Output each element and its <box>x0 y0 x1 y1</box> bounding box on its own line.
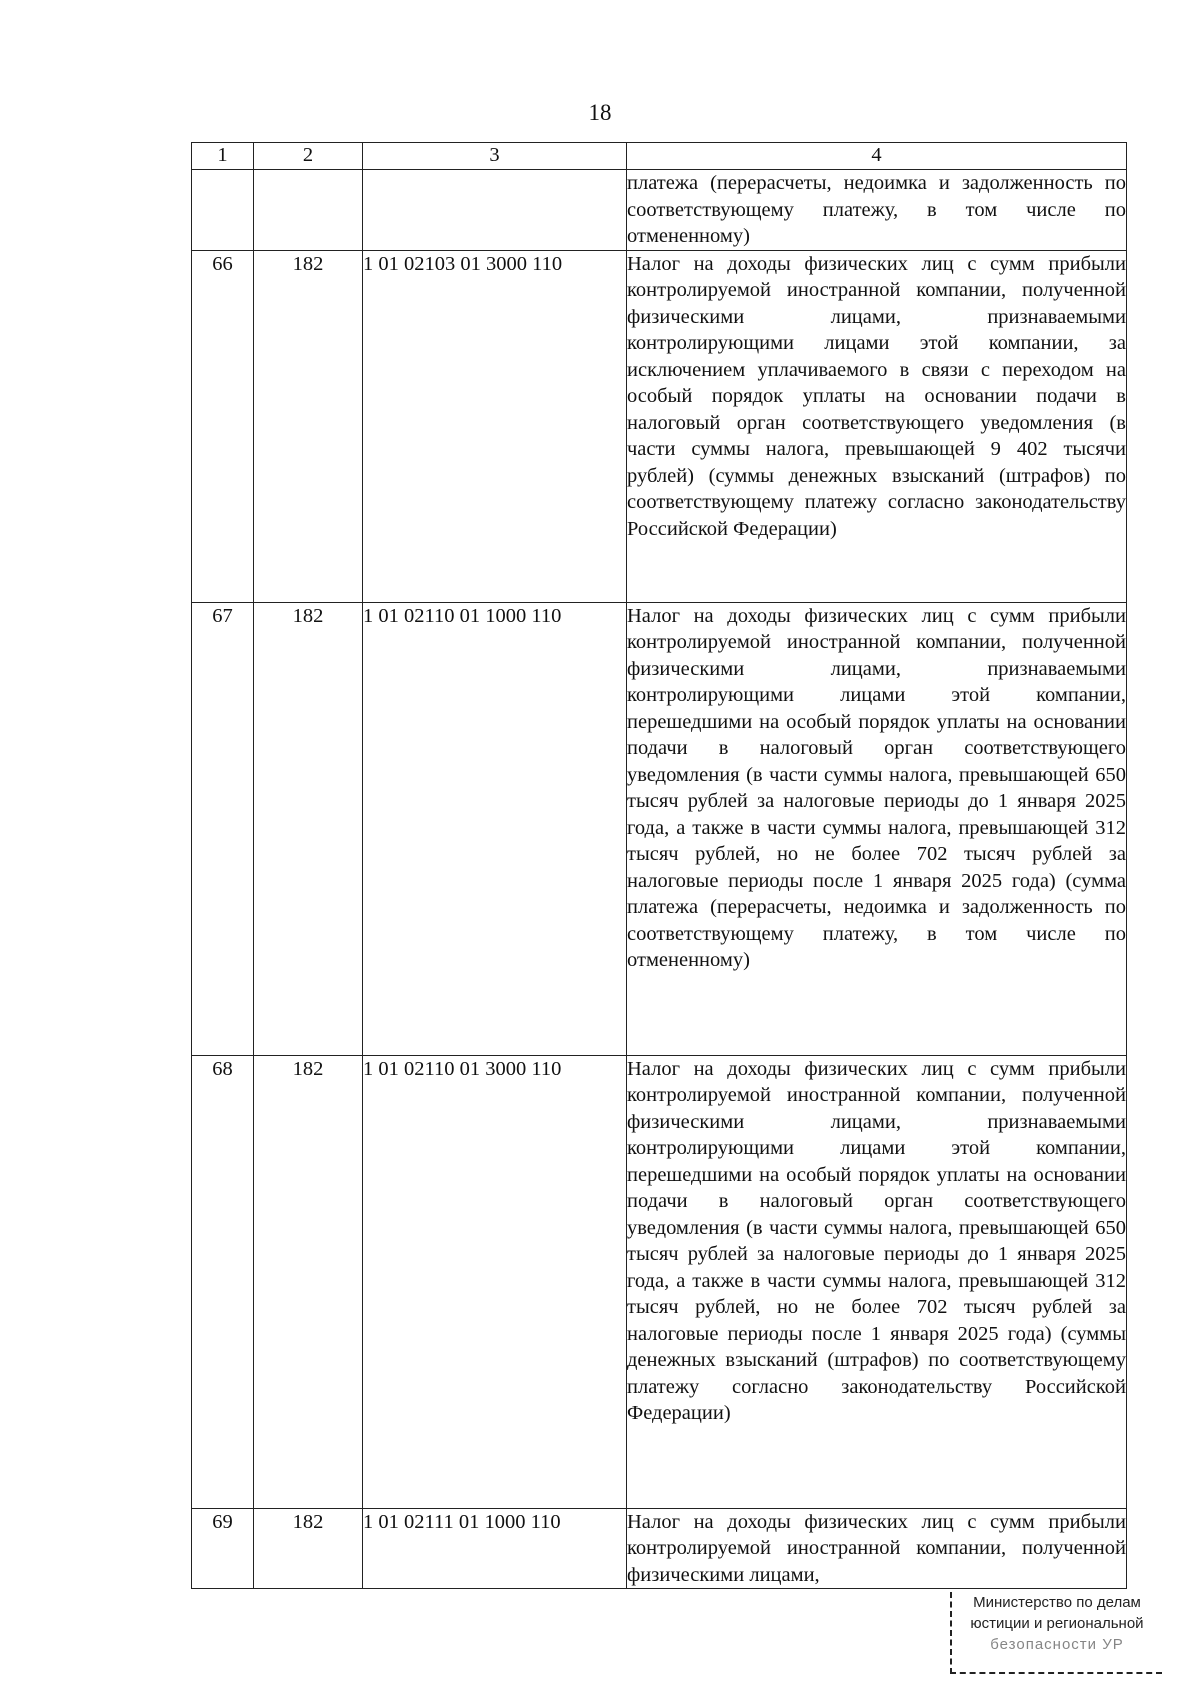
page-number: 18 <box>588 100 612 125</box>
admin-code: 182 <box>254 250 363 602</box>
admin-code <box>254 170 363 251</box>
table-row <box>192 602 1127 1055</box>
row-number: 67 <box>192 602 254 1055</box>
income-description: Налог на доходы физических лиц с сумм прибыли контролируемой иностранной компании, полученной физическими лицами, признаваемыми контролирующими лицами этой компании, перешедшими на особый порядок уплаты на основании подачи в налоговый орган соответствующего уведомления (в части суммы налога, превышающей 650 тысяч рублей за налоговые периоды до 1 января 2025 года, а также в части суммы налога, превышающей 312 тысяч рублей, но не более 702 тысяч рублей за налоговые периоды после 1 января 2025 года) (сумма платежа (перерасчеты, недоимка и задолженность по соответствующему платежу, в том числе по отмененному) <box>627 602 1127 1055</box>
income-description: Налог на доходы физических лиц с сумм прибыли контролируемой иностранной компании, полученной физическими лицами, <box>627 1508 1127 1589</box>
table-row <box>192 250 1127 602</box>
income-description: платежа (перерасчеты, недоимка и задолженность по соответствующему платежу, в том числе по отмененному) <box>627 170 1127 251</box>
row-number: 69 <box>192 1508 254 1589</box>
header-col-1: 1 <box>192 143 254 170</box>
budget-code: 1 01 02111 01 1000 110 <box>363 1508 627 1589</box>
header-col-4: 4 <box>627 143 1127 170</box>
budget-code: 1 01 02110 01 1000 110 <box>363 602 627 1055</box>
header-col-3: 3 <box>363 143 627 170</box>
codes-table <box>191 142 1127 1589</box>
budget-code: 1 01 02110 01 3000 110 <box>363 1055 627 1508</box>
row-number: 66 <box>192 250 254 602</box>
admin-code: 182 <box>254 1055 363 1508</box>
header-row <box>192 143 1127 170</box>
row-number: 68 <box>192 1055 254 1508</box>
table-row <box>192 170 1127 251</box>
stamp-line-2: юстиции и региональной <box>970 1615 1144 1632</box>
stamp-line-1: Министерство по делам <box>973 1594 1141 1611</box>
table-row <box>192 1508 1127 1589</box>
income-description: Налог на доходы физических лиц с сумм прибыли контролируемой иностранной компании, полученной физическими лицами, признаваемыми контролирующими лицами этой компании, перешедшими на особый порядок уплаты на основании подачи в налоговый орган соответствующего уведомления (в части суммы налога, превышающей 650 тысяч рублей за налоговые периоды до 1 января 2025 года, а также в части суммы налога, превышающей 312 тысяч рублей, но не более 702 тысяч рублей за налоговые периоды после 1 января 2025 года) (суммы денежных взысканий (штрафов) по соответствующему платежу согласно законодательству Российской Федерации) <box>627 1055 1127 1508</box>
budget-code: 1 01 02103 01 3000 110 <box>363 250 627 602</box>
budget-code <box>363 170 627 251</box>
header-col-2: 2 <box>254 143 363 170</box>
table-row <box>192 1055 1127 1508</box>
registration-stamp <box>950 1592 1162 1674</box>
income-description: Налог на доходы физических лиц с сумм прибыли контролируемой иностранной компании, полученной физическими лицами, признаваемыми контролирующими лицами этой компании, за исключением уплачиваемого в связи с переходом на особый порядок уплаты на основании подачи в налоговый орган соответствующего уведомления (в части суммы налога, превышающей 9 402 тысячи рублей) (суммы денежных взысканий (штрафов) по соответствующему платежу согласно законодательству Российской Федерации) <box>627 250 1127 602</box>
row-number <box>192 170 254 251</box>
admin-code: 182 <box>254 602 363 1055</box>
stamp-line-3: безопасности УР <box>990 1636 1124 1653</box>
admin-code: 182 <box>254 1508 363 1589</box>
